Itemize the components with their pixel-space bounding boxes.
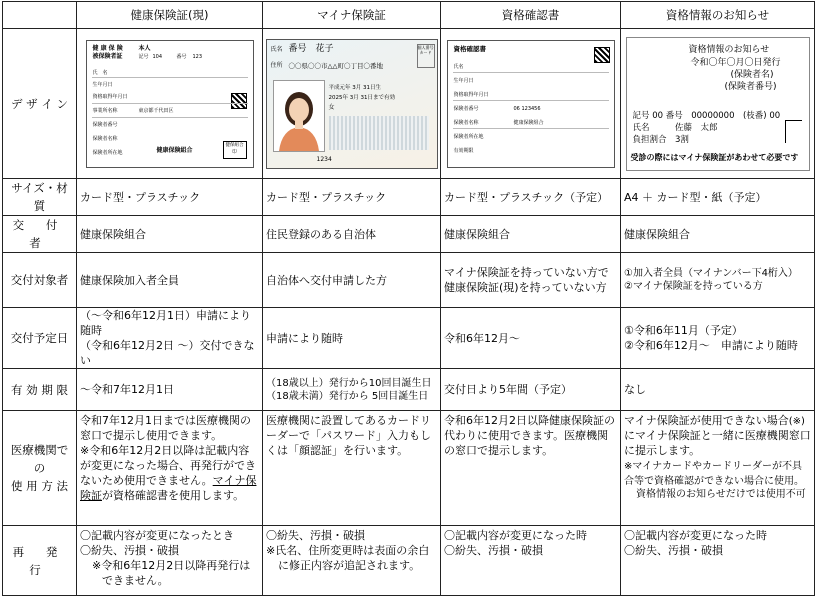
validity-myna-line2: （18歳未満）発行から 5回目誕生日: [266, 390, 429, 402]
card3-divider: [453, 128, 609, 129]
card2-addr-label: 住所: [270, 61, 283, 69]
issuer-current: 健康保険組合: [77, 216, 263, 253]
col-header-current-insurance-card: 健康保険証(現): [77, 2, 263, 29]
card1-seal: 健保組合印: [223, 141, 247, 159]
card1-divider: [92, 117, 248, 118]
card2-addr-value: 〇〇県〇〇市△△町〇丁目〇番地: [288, 61, 383, 70]
target-current: 健康保険加入者全員: [77, 253, 263, 308]
card3-acq-label: 資格取得年月日: [453, 91, 489, 98]
target-certificate-line1: マイナ保険証を持っていない方で: [444, 266, 609, 279]
card1-number-value: 123: [192, 53, 203, 60]
validity-current: ～令和7年12月1日: [77, 369, 263, 411]
comparison-table: [2, 1, 815, 596]
card4-cut-mark: [785, 120, 802, 143]
target-notice-line1: ①加入者全員（マイナンバー下4桁入）: [624, 268, 798, 279]
card1-office-value: 東京都千代田区: [138, 107, 174, 114]
card3-name-label: 氏名: [453, 63, 464, 70]
row-label-target: 交付対象者: [3, 253, 77, 308]
row-label-usage-line2: 使 用 方 法: [11, 479, 68, 493]
validity-certificate: 交付日より5年間（予定）: [441, 369, 621, 411]
card1-symbol-value: 104: [152, 53, 163, 60]
target-certificate: [441, 253, 621, 308]
usage-current: [77, 411, 263, 526]
card3-insurer-name-label: 保険者名称: [453, 119, 479, 126]
card1-subtitle: 被保険者証: [92, 52, 123, 60]
size-notice: A4 ＋ カード型・紙（予定）: [621, 179, 815, 216]
row-label-reissue: 再 発 行: [3, 526, 77, 596]
card3-divider: [453, 72, 609, 73]
issuer-notice: 健康保険組合: [621, 216, 815, 253]
qr-code-icon: [594, 47, 610, 63]
card1-office-label: 事業所名称: [92, 107, 118, 114]
reissue-current-line4: できません。: [102, 574, 169, 587]
schedule-myna: 申請により随時: [263, 308, 441, 369]
size-current: カード型・プラスチック: [77, 179, 263, 216]
card1-acq-label: 資格取得年月日: [92, 93, 128, 100]
card4-symbol-line: 記号 00 番号 00000000 (枝番) 00: [632, 110, 781, 121]
card2-name-label: 氏名: [270, 45, 283, 53]
card2-sex: 女: [328, 103, 335, 111]
eligibility-certificate-image: [447, 40, 615, 168]
usage-certificate: 令和6年12月2日以降健康保険証の代わりに使用できます。医療機関の窓口で提示します。: [441, 411, 621, 526]
card4-ratio-line: 負担割合 3割: [632, 134, 689, 145]
card2-code: 1234: [316, 155, 332, 163]
reissue-current-line3: ※令和6年12月2日以降再発行は: [92, 559, 251, 572]
row-label-schedule: 交付予定日: [3, 308, 77, 369]
card3-insurer-num-label: 保険者番号: [453, 105, 479, 112]
schedule-current: [77, 308, 263, 369]
card4-issue-date: 令和〇年〇月〇日発行: [690, 57, 781, 68]
validity-myna-line1: （18歳以上）発行から10回目誕生日: [266, 377, 432, 389]
row-label-validity: 有 効 期 限: [3, 369, 77, 411]
schedule-current-line2: （令和6年12月2日 ～）交付できない: [80, 339, 255, 367]
design-current-card: [77, 29, 263, 179]
card4-footer-note: 受診の際にはマイナ保険証があわせて必要です: [630, 152, 799, 162]
usage-current-underlined: マイナ保険証: [80, 474, 257, 502]
schedule-current-line1: （～令和6年12月1日）申請により随時: [80, 309, 251, 337]
insurance-card-image: [86, 40, 254, 168]
card1-insurer-addr-label: 保険者所在地: [92, 149, 123, 156]
card1-divider: [92, 103, 248, 104]
schedule-notice-line2: ②令和6年12月～ 申請により随時: [624, 339, 798, 352]
reissue-notice-line2: 〇紛失、汚損・破損: [624, 544, 723, 557]
usage-notice-line2: にマイナ保険証と一緒に医療機関窓口に提示します。: [624, 429, 811, 457]
usage-current-line1: 令和7年12月1日までは医療機関の窓口で提示し使用できます。: [80, 414, 251, 442]
usage-notice-line4: 資格情報のお知らせだけでは使用不可: [636, 489, 806, 500]
reissue-certificate: [441, 526, 621, 596]
validity-notice: なし: [621, 369, 815, 411]
usage-notice-line3: ※マイナカードやカードリーダーが不具合等で資格確認ができない場合に使用。: [624, 461, 804, 487]
reissue-myna: [263, 526, 441, 596]
reissue-current-line1: 〇記載内容が変更になったとき: [80, 529, 234, 542]
schedule-notice-line1: ①令和6年11月（予定）: [624, 324, 743, 337]
card1-name-label: 氏 名: [92, 69, 108, 76]
card1-dob-label: 生年月日: [92, 81, 113, 88]
eligibility-notice-image: [626, 37, 810, 171]
card2-expiry: 2025年 3月 31日まで有効: [328, 94, 395, 101]
usage-myna: 医療機関に設置してあるカードリーダーで「パスワード」入力もしくは「顔認証」を行います。: [263, 411, 441, 526]
card4-insurer-number: (保険者番号): [724, 81, 777, 92]
card2-name-value: 番号 花子: [288, 43, 334, 54]
reissue-myna-line2: ※氏名、住所変更時は表面の余白: [266, 544, 430, 557]
usage-current-note-end: が資格確認書を使用します。: [102, 489, 245, 502]
target-notice-line2: ②マイナ保険証を持っている方: [624, 281, 763, 292]
card4-name-line: 氏名 佐藤 太郎: [632, 122, 718, 133]
card1-divider: [92, 77, 248, 78]
col-header-myna-insurance-card: マイナ保険証: [263, 2, 441, 29]
reissue-notice-line1: 〇記載内容が変更になった時: [624, 529, 767, 542]
card2-pattern: [329, 116, 429, 150]
reissue-certificate-line1: 〇記載内容が変更になった時: [444, 529, 587, 542]
card4-title: 資格情報のお知らせ: [688, 44, 770, 55]
card2-dob: 平成元年 3月 31日生: [328, 84, 381, 91]
card2-card-type: 個人番号カード: [417, 44, 435, 68]
reissue-certificate-line2: 〇紛失、汚損・破損: [444, 544, 543, 557]
corner-cell: [3, 2, 77, 29]
card3-insurer-num-value: 06 123456: [513, 105, 541, 112]
card1-symbol-label: 記号: [138, 53, 149, 60]
target-myna: 自治体へ交付申請した方: [263, 253, 441, 308]
row-label-size: サイズ・材質: [3, 179, 77, 216]
card3-divider: [453, 100, 609, 101]
usage-notice: [621, 411, 815, 526]
card4-insurer-name: (保険者名): [730, 69, 774, 80]
card1-number-label: 番号: [176, 53, 187, 60]
reissue-myna-line1: 〇紛失、汚損・破損: [266, 529, 365, 542]
reissue-current: [77, 526, 263, 596]
schedule-notice: [621, 308, 815, 369]
col-header-eligibility-notice: 資格情報のお知らせ: [621, 2, 815, 29]
design-myna-card: [263, 29, 441, 179]
usage-notice-line1: マイナ保険証が使用できない場合: [624, 414, 789, 427]
card1-title: 健 康 保 険: [92, 44, 123, 52]
reissue-myna-line3: に修正内容が追記されます。: [278, 559, 421, 572]
reissue-notice: [621, 526, 815, 596]
card3-title: 資格確認書: [453, 44, 486, 53]
card3-org: 健康保険組合: [513, 119, 544, 126]
usage-notice-mark: (※): [788, 416, 805, 427]
face-photo-icon: [273, 80, 325, 152]
row-label-usage-line1: 医療機関での: [10, 443, 69, 475]
usage-current-note: ※令和6年12月2日以降は記載内容が変更になった場合、再発行ができないため使用できません。: [80, 444, 256, 487]
schedule-certificate: 令和6年12月～: [441, 308, 621, 369]
issuer-certificate: 健康保険組合: [441, 216, 621, 253]
reissue-current-line2: 〇紛失、汚損・破損: [80, 544, 179, 557]
design-eligibility-certificate: [441, 29, 621, 179]
row-label-design: デ ザ イ ン: [3, 29, 77, 179]
target-certificate-line2: 健康保険証(現)を持っていない方: [444, 281, 607, 294]
card1-person: 本人: [138, 44, 151, 52]
card3-insurer-addr-label: 保険者所在地: [453, 133, 484, 140]
size-certificate: カード型・プラスチック（予定）: [441, 179, 621, 216]
card1-insurer-num-label: 保険者番号: [92, 121, 118, 128]
target-notice: [621, 253, 815, 308]
card1-insurer-name-label: 保険者名称: [92, 135, 118, 142]
card3-expiry-label: 有効期限: [453, 147, 474, 154]
card1-org-name: 健康保険組合: [156, 146, 193, 154]
card3-dob-label: 生年月日: [453, 77, 474, 84]
issuer-myna: 住民登録のある自治体: [263, 216, 441, 253]
col-header-eligibility-certificate: 資格確認書: [441, 2, 621, 29]
validity-myna: [263, 369, 441, 411]
size-myna: カード型・プラスチック: [263, 179, 441, 216]
design-eligibility-notice: [621, 29, 815, 179]
row-label-usage: [3, 411, 77, 526]
qr-code-icon: [231, 93, 247, 109]
row-label-issuer: 交 付 者: [3, 216, 77, 253]
my-number-card-image: [266, 39, 438, 169]
